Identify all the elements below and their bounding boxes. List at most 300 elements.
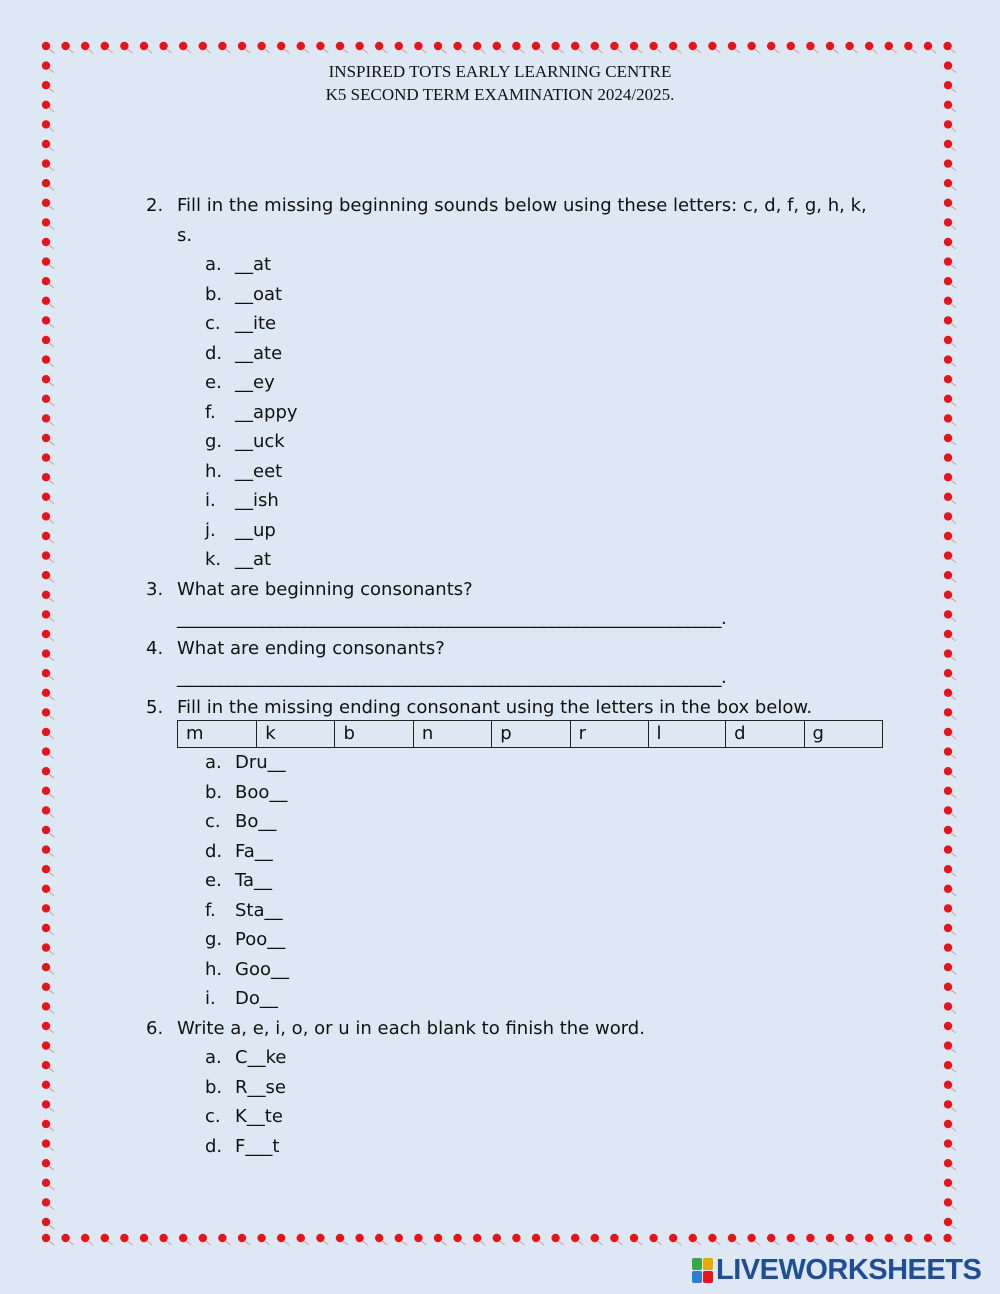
border-dot-tail (49, 265, 54, 269)
border-dot (767, 1234, 775, 1242)
border-dot (944, 630, 952, 638)
item-blank-word[interactable]: __ish (235, 490, 279, 511)
item-blank-word[interactable]: __ey (235, 372, 275, 393)
list-item (205, 807, 886, 837)
border-dot-tail (421, 1241, 426, 1245)
border-dot-tail (49, 441, 54, 445)
letter-cell: k (257, 721, 335, 748)
border-dot-tail (108, 49, 113, 53)
border-dot (42, 943, 50, 951)
item-blank-word[interactable]: Ta__ (235, 870, 273, 891)
border-dot (944, 571, 952, 579)
border-dot (708, 1234, 716, 1242)
border-dot (42, 140, 50, 148)
border-dot-tail (49, 382, 54, 386)
border-dot-tail (951, 637, 956, 641)
border-dot (689, 1234, 697, 1242)
answer-line[interactable]: ________________________________________________________________. (177, 608, 727, 629)
border-dot (218, 1234, 226, 1242)
border-dot-tail (304, 1241, 309, 1245)
border-dot-tail (49, 951, 54, 955)
border-dot-tail (951, 284, 956, 288)
border-dot-tail (833, 1241, 838, 1245)
exam-title: K5 SECOND TERM EXAMINATION 2024/2025. (325, 85, 675, 104)
border-dot-tail (49, 402, 54, 406)
border-dot (140, 42, 148, 50)
border-dot-tail (951, 363, 956, 367)
border-dot (865, 42, 873, 50)
border-dot-tail (49, 598, 54, 602)
border-dot (42, 924, 50, 932)
letter-box-row (178, 721, 883, 748)
border-dot-tail (49, 637, 54, 641)
item-blank-word[interactable]: C__ke (235, 1047, 287, 1068)
border-dot (944, 983, 952, 991)
border-dot-tail (951, 657, 956, 661)
border-dot-tail (539, 49, 544, 53)
border-dot (944, 845, 952, 853)
border-dot (179, 42, 187, 50)
border-dot-tail (931, 49, 936, 53)
border-dot (42, 845, 50, 853)
border-dot (42, 1081, 50, 1089)
border-dot-tail (578, 1241, 583, 1245)
border-dot (885, 1234, 893, 1242)
item-label: k. (205, 549, 222, 570)
border-dot-tail (951, 1147, 956, 1151)
border-dot (42, 728, 50, 736)
border-dot-tail (951, 1241, 956, 1245)
border-dot (42, 1218, 50, 1226)
list-item (205, 1102, 886, 1132)
border-dot (42, 473, 50, 481)
border-dot (42, 414, 50, 422)
border-dot (395, 1234, 403, 1242)
border-dot (944, 708, 952, 716)
border-dot (944, 669, 952, 677)
border-dot-tail (49, 892, 54, 896)
border-dot (944, 1198, 952, 1206)
border-dot-tail (49, 461, 54, 465)
item-blank-word[interactable]: __ite (235, 313, 277, 334)
border-dot (944, 1218, 952, 1226)
worksheet-content (146, 191, 886, 1161)
border-dot (944, 512, 952, 520)
border-dot-tail (147, 1241, 152, 1245)
border-dot-tail (49, 911, 54, 915)
question-6 (146, 1014, 886, 1044)
list-item (205, 280, 886, 310)
border-dot (571, 1234, 579, 1242)
question-2 (146, 191, 886, 250)
border-dot-tail (911, 1241, 916, 1245)
border-dot-tail (715, 1241, 720, 1245)
border-dot (944, 1061, 952, 1069)
border-dot-tail (951, 715, 956, 719)
border-dot (591, 42, 599, 50)
border-dot-tail (637, 49, 642, 53)
item-label: h. (205, 460, 223, 482)
border-dot-tail (951, 127, 956, 131)
border-dot-tail (284, 49, 289, 53)
border-dot (42, 375, 50, 383)
border-dot (179, 1234, 187, 1242)
item-blank-word[interactable]: Sta__ (235, 899, 283, 921)
item-blank-word[interactable]: __eet (235, 460, 283, 482)
border-dot (944, 434, 952, 442)
border-dot (42, 1022, 50, 1030)
border-dot (42, 512, 50, 520)
border-dot (610, 1234, 618, 1242)
border-dot-tail (49, 284, 54, 288)
border-dot (943, 1234, 951, 1242)
list-item (205, 516, 886, 546)
border-dot-tail (598, 1241, 603, 1245)
list-item (205, 984, 886, 1014)
border-dot-tail (755, 49, 760, 53)
border-dot (551, 1234, 559, 1242)
border-dot-tail (951, 225, 956, 229)
border-dot-tail (853, 1241, 858, 1245)
border-dot (649, 1234, 657, 1242)
border-dot-tail (951, 108, 956, 112)
border-dot-tail (225, 1241, 230, 1245)
border-dot (708, 42, 716, 50)
border-dot-tail (402, 49, 407, 53)
item-blank-word[interactable]: __uck (235, 431, 285, 452)
border-dot (551, 42, 559, 50)
border-dot (434, 42, 442, 50)
border-dot-tail (951, 1127, 956, 1131)
border-dot (375, 1234, 383, 1242)
border-dot-tail (49, 323, 54, 327)
item-label: f. (205, 401, 216, 423)
border-dot-tail (49, 676, 54, 680)
border-dot (257, 1234, 265, 1242)
border-dot-tail (951, 911, 956, 915)
border-dot (42, 669, 50, 677)
border-dot (42, 806, 50, 814)
border-dot (747, 1234, 755, 1242)
border-dot-tail (519, 1241, 524, 1245)
border-dot-tail (637, 1241, 642, 1245)
border-dot (845, 1234, 853, 1242)
question-6-items (205, 1043, 886, 1161)
border-dot (101, 1234, 109, 1242)
list-item (205, 925, 886, 955)
border-dot-tail (186, 1241, 191, 1245)
border-dot-tail (951, 755, 956, 759)
border-dot-tail (49, 715, 54, 719)
border-dot-tail (951, 265, 956, 269)
border-dot (42, 885, 50, 893)
liveworksheets-logo-icon (692, 1258, 714, 1284)
border-dot (101, 42, 109, 50)
border-dot-tail (951, 402, 956, 406)
list-item (205, 309, 886, 339)
border-dot-tail (696, 49, 701, 53)
list-item (205, 748, 886, 778)
item-blank-word[interactable]: __oat (235, 283, 283, 305)
border-dot-tail (49, 206, 54, 210)
border-dot-tail (265, 1241, 270, 1245)
border-dot (42, 316, 50, 324)
border-dot (277, 42, 285, 50)
border-dot-tail (833, 49, 838, 53)
item-label: d. (205, 1135, 223, 1157)
border-dot (42, 1234, 50, 1242)
border-dot-tail (951, 167, 956, 171)
border-dot-tail (49, 990, 54, 994)
item-blank-word[interactable]: Dru__ (235, 752, 286, 773)
border-dot (944, 610, 952, 618)
border-dot-tail (951, 872, 956, 876)
border-dot (944, 1159, 952, 1167)
item-blank-word[interactable]: F___t (235, 1135, 280, 1157)
border-dot-tail (49, 872, 54, 876)
border-dot-tail (951, 323, 956, 327)
border-dot (42, 767, 50, 775)
border-dot-tail (147, 49, 152, 53)
border-dot-tail (49, 774, 54, 778)
border-dot-tail (402, 1241, 407, 1245)
border-dot (689, 42, 697, 50)
border-dot (669, 42, 677, 50)
border-dot (316, 1234, 324, 1242)
border-dot-tail (49, 931, 54, 935)
question-number: 5. (146, 696, 164, 718)
border-dot-tail (363, 49, 368, 53)
border-dot-tail (49, 1068, 54, 1072)
border-dot (140, 1234, 148, 1242)
border-dot-tail (500, 49, 505, 53)
border-dot (944, 199, 952, 207)
border-dot (336, 1234, 344, 1242)
question-number: 6. (146, 1017, 164, 1039)
border-dot-tail (49, 343, 54, 347)
border-dot-tail (49, 1107, 54, 1111)
border-dot-tail (774, 49, 779, 53)
border-dot-tail (49, 108, 54, 112)
border-dot-tail (872, 49, 877, 53)
border-dot (297, 1234, 305, 1242)
border-dot-tail (931, 1241, 936, 1245)
border-dot-tail (951, 676, 956, 680)
border-dot (42, 787, 50, 795)
border-dot-tail (127, 49, 132, 53)
border-dot (355, 1234, 363, 1242)
border-dot-tail (49, 1166, 54, 1170)
border-dot (944, 728, 952, 736)
border-dot (199, 1234, 207, 1242)
letter-cell: r (570, 721, 648, 748)
border-dot-tail (49, 578, 54, 582)
border-dot-tail (461, 1241, 466, 1245)
item-blank-word[interactable]: Bo__ (235, 811, 277, 832)
item-blank-word[interactable]: Do__ (235, 988, 278, 1009)
border-dot-tail (951, 598, 956, 602)
border-dot-tail (853, 49, 858, 53)
border-dot (944, 316, 952, 324)
border-dot-tail (951, 1088, 956, 1092)
item-label: b. (205, 1076, 223, 1098)
border-dot-tail (49, 186, 54, 190)
border-dot-tail (49, 1009, 54, 1013)
border-dot-tail (88, 49, 93, 53)
border-dot-tail (657, 1241, 662, 1245)
border-dot (885, 42, 893, 50)
border-dot (297, 42, 305, 50)
border-dot (944, 140, 952, 148)
border-dot (669, 1234, 677, 1242)
border-dot-tail (49, 1147, 54, 1151)
item-blank-word[interactable]: __ate (235, 342, 283, 364)
item-blank-word[interactable]: __at (235, 549, 272, 570)
border-dot-tail (49, 167, 54, 171)
border-dot-tail (715, 49, 720, 53)
border-dot (943, 42, 951, 50)
border-dot-tail (49, 970, 54, 974)
list-item (205, 427, 886, 457)
border-dot (944, 493, 952, 501)
item-label: c. (205, 1106, 221, 1127)
list-item (205, 1132, 886, 1162)
border-dot-tail (49, 657, 54, 661)
border-dot (944, 257, 952, 265)
item-blank-word[interactable]: Boo__ (235, 781, 288, 803)
list-item (205, 955, 886, 985)
border-dot-tail (794, 49, 799, 53)
border-dot-tail (49, 480, 54, 484)
border-dot (944, 375, 952, 383)
border-dot (865, 1234, 873, 1242)
border-dot (944, 336, 952, 344)
border-dot (414, 42, 422, 50)
border-dot (944, 551, 952, 559)
border-dot-tail (49, 363, 54, 367)
item-label: a. (205, 254, 222, 275)
border-dot (159, 1234, 167, 1242)
border-dot-tail (598, 49, 603, 53)
item-blank-word[interactable]: __up (235, 519, 276, 541)
border-dot (42, 1159, 50, 1167)
question-3 (146, 575, 886, 605)
border-dot-tail (951, 461, 956, 465)
border-dot-tail (49, 1225, 54, 1229)
border-dot-tail (951, 794, 956, 798)
exam-header (0, 60, 1000, 106)
border-dot (944, 689, 952, 697)
border-dot-tail (696, 1241, 701, 1245)
border-dot-tail (441, 1241, 446, 1245)
border-dot-tail (951, 1225, 956, 1229)
item-blank-word[interactable]: __appy (235, 401, 298, 423)
question-5 (146, 693, 886, 723)
border-dot (42, 395, 50, 403)
list-item (205, 866, 886, 896)
border-dot (944, 747, 952, 755)
answer-line[interactable]: ________________________________________________________________. (177, 667, 727, 688)
border-dot (42, 865, 50, 873)
border-dot-tail (813, 49, 818, 53)
border-dot (159, 42, 167, 50)
letter-cell: n (413, 721, 491, 748)
border-dot (493, 1234, 501, 1242)
border-dot-tail (951, 186, 956, 190)
border-dot (826, 1234, 834, 1242)
border-dot (767, 42, 775, 50)
border-dot (277, 1234, 285, 1242)
border-dot (395, 42, 403, 50)
border-dot-tail (186, 49, 191, 53)
letter-cell: p (492, 721, 570, 748)
liveworksheets-logo[interactable] (692, 1254, 981, 1287)
border-dot (944, 767, 952, 775)
border-dot (630, 42, 638, 50)
border-dot (42, 120, 50, 128)
border-dot (944, 924, 952, 932)
border-dot-tail (951, 147, 956, 151)
border-dot-tail (951, 853, 956, 857)
item-blank-word[interactable]: Fa__ (235, 840, 273, 862)
question-5-items (205, 748, 886, 1014)
border-dot-tail (951, 735, 956, 739)
border-dot (944, 297, 952, 305)
border-dot-tail (735, 1241, 740, 1245)
letter-box-table (177, 720, 883, 748)
border-dot (42, 532, 50, 540)
item-blank-word[interactable]: K__te (235, 1106, 283, 1127)
border-dot-tail (559, 49, 564, 53)
question-4 (146, 634, 886, 664)
item-blank-word[interactable]: R__se (235, 1076, 286, 1098)
border-dot (61, 42, 69, 50)
border-dot (944, 473, 952, 481)
border-dot (944, 179, 952, 187)
border-dot-tail (951, 1205, 956, 1209)
border-dot (944, 591, 952, 599)
border-dot (42, 689, 50, 697)
item-blank-word[interactable]: __at (235, 254, 272, 275)
border-dot-tail (49, 833, 54, 837)
border-dot-tail (559, 1241, 564, 1245)
border-dot (42, 218, 50, 226)
border-dot (355, 42, 363, 50)
border-dot-tail (813, 1241, 818, 1245)
item-label: e. (205, 372, 222, 393)
border-dot-tail (951, 833, 956, 837)
border-dot (434, 1234, 442, 1242)
item-blank-word[interactable]: Poo__ (235, 929, 286, 950)
item-blank-word[interactable]: Goo__ (235, 958, 289, 980)
question-number: 3. (146, 578, 164, 600)
border-dot-tail (49, 304, 54, 308)
border-dot-tail (49, 539, 54, 543)
border-dot (944, 120, 952, 128)
border-dot-tail (951, 519, 956, 523)
border-dot (493, 42, 501, 50)
border-dot (120, 1234, 128, 1242)
border-dot (42, 159, 50, 167)
border-dot (42, 179, 50, 187)
border-dot (944, 963, 952, 971)
border-dot-tail (49, 1241, 54, 1245)
border-dot-tail (951, 990, 956, 994)
border-dot (42, 747, 50, 755)
border-dot-tail (951, 1029, 956, 1033)
border-dot (42, 708, 50, 716)
border-dot (904, 1234, 912, 1242)
